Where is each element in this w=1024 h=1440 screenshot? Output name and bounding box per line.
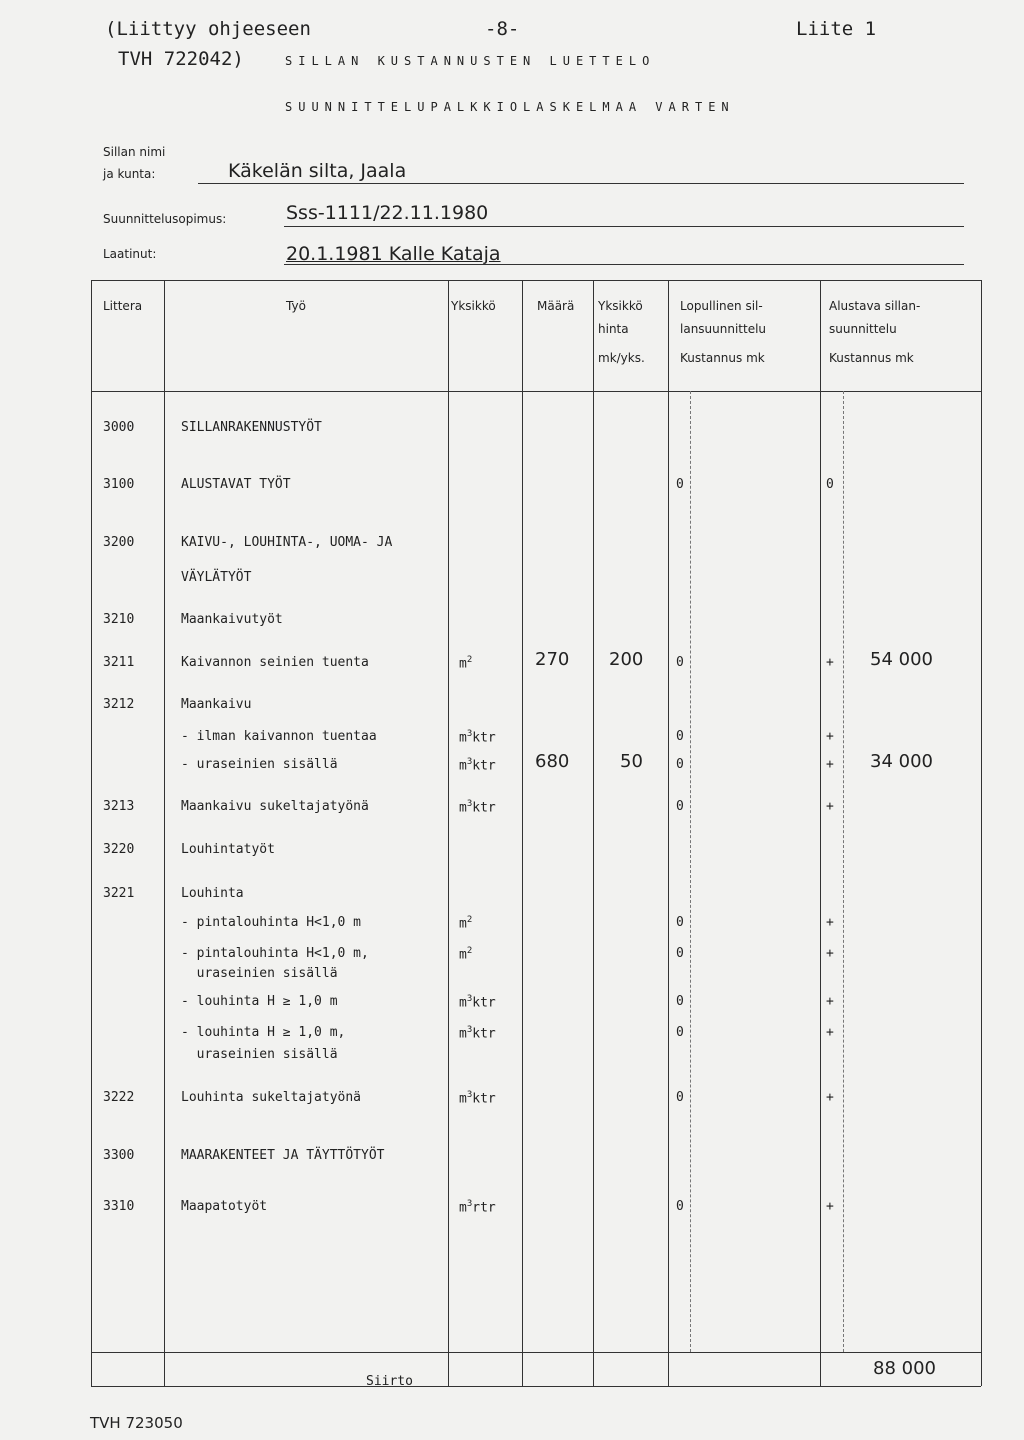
contract-label: Suunnittelusopimus:	[103, 212, 227, 226]
unit-exponent: 3	[466, 729, 473, 739]
row-unit	[459, 729, 496, 745]
row-work: Maankaivu sukeltajatyönä	[181, 799, 369, 814]
row-work: Maankaivu	[181, 697, 252, 712]
col-header-final-1: Lopullinen sil-	[680, 299, 763, 313]
column-divider	[91, 280, 92, 1386]
column-divider	[593, 280, 594, 1386]
row-unit	[459, 946, 472, 962]
unit-suffix: ktr	[472, 1091, 496, 1107]
row-prelim-mark: +	[826, 915, 834, 930]
row-prelim-cost: 54 000	[870, 649, 933, 670]
row-code: 3200	[103, 535, 135, 550]
row-final-cost: 0	[676, 915, 684, 930]
table-total-border	[91, 1352, 981, 1353]
carry-forward-total: 88 000	[873, 1358, 936, 1379]
row-unit	[459, 1199, 496, 1215]
row-code: 3300	[103, 1148, 135, 1163]
row-final-cost: 0	[676, 1199, 684, 1214]
col-header-littera: Littera	[103, 299, 143, 313]
carry-forward-label: Siirto	[366, 1374, 413, 1389]
form-code: TVH 723050	[90, 1414, 183, 1432]
row-code: 3310	[103, 1199, 135, 1214]
row-final-cost: 0	[676, 1090, 684, 1105]
row-final-cost: 0	[676, 994, 684, 1009]
row-work: Louhinta	[181, 886, 244, 901]
unit-base: m	[459, 758, 467, 774]
unit-base: m	[459, 800, 467, 816]
row-prelim-mark: +	[826, 1025, 834, 1040]
column-divider	[164, 280, 165, 1386]
bridge-name-underline	[198, 183, 964, 184]
row-work: - pintalouhinta H<1,0 m,	[181, 946, 369, 961]
row-work: uraseinien sisällä	[181, 1047, 338, 1062]
reference-line-2: TVH 722042)	[118, 48, 244, 70]
bridge-name-label: Sillan nimi	[103, 145, 166, 159]
row-unit	[459, 655, 472, 671]
row-code: 3100	[103, 477, 135, 492]
row-unit	[459, 1090, 496, 1106]
row-work: - pintalouhinta H<1,0 m	[181, 915, 362, 930]
col-header-final-2: lansuunnittelu	[680, 322, 767, 336]
unit-base: m	[459, 1200, 467, 1216]
column-divider	[448, 280, 449, 1386]
col-header-hinta-1: Yksikkö	[598, 299, 643, 313]
unit-suffix: ktr	[472, 995, 496, 1011]
row-final-cost: 0	[676, 477, 684, 492]
col-header-prelim-1: Alustava sillan-	[829, 299, 921, 313]
row-code: 3213	[103, 799, 135, 814]
row-work: SILLANRAKENNUSTYÖT	[181, 420, 322, 435]
row-code: 3210	[103, 612, 135, 627]
row-work: Louhintatyöt	[181, 842, 275, 857]
bridge-name-value: Käkelän silta, Jaala	[228, 160, 407, 182]
row-work: VÄYLÄTYÖT	[181, 570, 252, 585]
table-bottom-border	[91, 1386, 981, 1387]
unit-exponent: 3	[466, 757, 473, 767]
col-header-prelim-2: suunnittelu	[829, 322, 897, 336]
document-title: SILLAN KUSTANNUSTEN LUETTELO	[285, 54, 656, 68]
unit-base: m	[459, 995, 467, 1011]
unit-exponent: 2	[466, 915, 473, 925]
row-code: 3000	[103, 420, 135, 435]
row-work: - louhinta H ≥ 1,0 m,	[181, 1025, 346, 1040]
row-quantity: 680	[535, 751, 570, 772]
col-header-tyo: Työ	[286, 299, 306, 313]
column-divider	[522, 280, 523, 1386]
prepared-value: 20.1.1981 Kalle Kataja	[286, 243, 501, 265]
column-divider	[820, 280, 821, 1386]
unit-base: m	[459, 916, 467, 932]
reference-line-1: (Liittyy ohjeeseen	[105, 18, 311, 40]
row-prelim-mark: +	[826, 757, 834, 772]
unit-base: m	[459, 1026, 467, 1042]
table-top-border	[91, 280, 981, 281]
row-code: 3211	[103, 655, 135, 670]
unit-suffix: ktr	[472, 1026, 496, 1042]
row-work: Kaivannon seinien tuenta	[181, 655, 369, 670]
prepared-label: Laatinut:	[103, 247, 157, 261]
row-code: 3221	[103, 886, 135, 901]
unit-exponent: 3	[466, 799, 473, 809]
row-prelim-mark: +	[826, 655, 834, 670]
col-header-hinta-2: hinta	[598, 322, 629, 336]
row-code: 3220	[103, 842, 135, 857]
row-prelim-mark: +	[826, 1199, 834, 1214]
row-final-cost: 0	[676, 655, 684, 670]
col-header-hinta-3: mk/yks.	[598, 351, 645, 365]
column-subdivider	[690, 391, 691, 1352]
row-work: - ilman kaivannon tuentaa	[181, 729, 377, 744]
row-unit-price: 200	[609, 649, 644, 670]
row-final-cost: 0	[676, 799, 684, 814]
row-work: ALUSTAVAT TYÖT	[181, 477, 291, 492]
row-prelim-mark: +	[826, 729, 834, 744]
unit-exponent: 3	[466, 1199, 473, 1209]
document-subtitle: SUUNNITTELUPALKKIOLASKELMAA VARTEN	[285, 100, 735, 114]
unit-base: m	[459, 947, 467, 963]
appendix-label: Liite 1	[796, 18, 877, 40]
unit-base: m	[459, 1091, 467, 1107]
unit-exponent: 3	[466, 1090, 473, 1100]
table-header-border	[91, 391, 981, 392]
row-quantity: 270	[535, 649, 570, 670]
prepared-underline	[284, 264, 964, 265]
row-unit	[459, 915, 472, 931]
row-prelim-mark: +	[826, 1090, 834, 1105]
unit-exponent: 2	[466, 946, 473, 956]
table-right-border	[981, 280, 982, 1386]
row-prelim-mark: 0	[826, 477, 834, 492]
row-final-cost: 0	[676, 729, 684, 744]
col-header-maara: Määrä	[537, 299, 575, 313]
row-unit	[459, 994, 496, 1010]
unit-suffix: rtr	[472, 1200, 496, 1216]
unit-suffix: ktr	[472, 730, 496, 746]
row-code: 3222	[103, 1090, 135, 1105]
unit-base: m	[459, 730, 467, 746]
row-work: KAIVU-, LOUHINTA-, UOMA- JA	[181, 535, 393, 550]
unit-exponent: 3	[466, 1025, 473, 1035]
row-unit	[459, 1025, 496, 1041]
col-header-prelim-3: Kustannus mk	[829, 351, 914, 365]
row-final-cost: 0	[676, 1025, 684, 1040]
row-prelim-mark: +	[826, 799, 834, 814]
row-work: MAARAKENTEET JA TÄYTTÖTYÖT	[181, 1148, 385, 1163]
row-work: uraseinien sisällä	[181, 966, 338, 981]
page-number: -8-	[485, 18, 520, 40]
row-unit-price: 50	[620, 751, 643, 772]
row-final-cost: 0	[676, 757, 684, 772]
col-header-yksikko: Yksikkö	[451, 299, 496, 313]
column-subdivider	[843, 391, 844, 1352]
contract-value: Sss-1111/22.11.1980	[286, 202, 489, 224]
unit-base: m	[459, 656, 467, 672]
column-divider	[668, 280, 669, 1386]
row-work: - louhinta H ≥ 1,0 m	[181, 994, 338, 1009]
row-work: Maapatotyöt	[181, 1199, 268, 1214]
row-work: Maankaivutyöt	[181, 612, 283, 627]
unit-suffix: ktr	[472, 758, 496, 774]
unit-exponent: 2	[466, 655, 473, 665]
row-prelim-cost: 34 000	[870, 751, 933, 772]
row-unit	[459, 757, 496, 773]
row-prelim-mark: +	[826, 994, 834, 1009]
row-work: Louhinta sukeltajatyönä	[181, 1090, 362, 1105]
row-code: 3212	[103, 697, 135, 712]
col-header-final-3: Kustannus mk	[680, 351, 765, 365]
unit-suffix: ktr	[472, 800, 496, 816]
row-final-cost: 0	[676, 946, 684, 961]
row-unit	[459, 799, 496, 815]
row-prelim-mark: +	[826, 946, 834, 961]
municipality-label: ja kunta:	[103, 167, 156, 181]
row-work: - uraseinien sisällä	[181, 757, 338, 772]
contract-underline	[284, 226, 964, 227]
unit-exponent: 3	[466, 994, 473, 1004]
